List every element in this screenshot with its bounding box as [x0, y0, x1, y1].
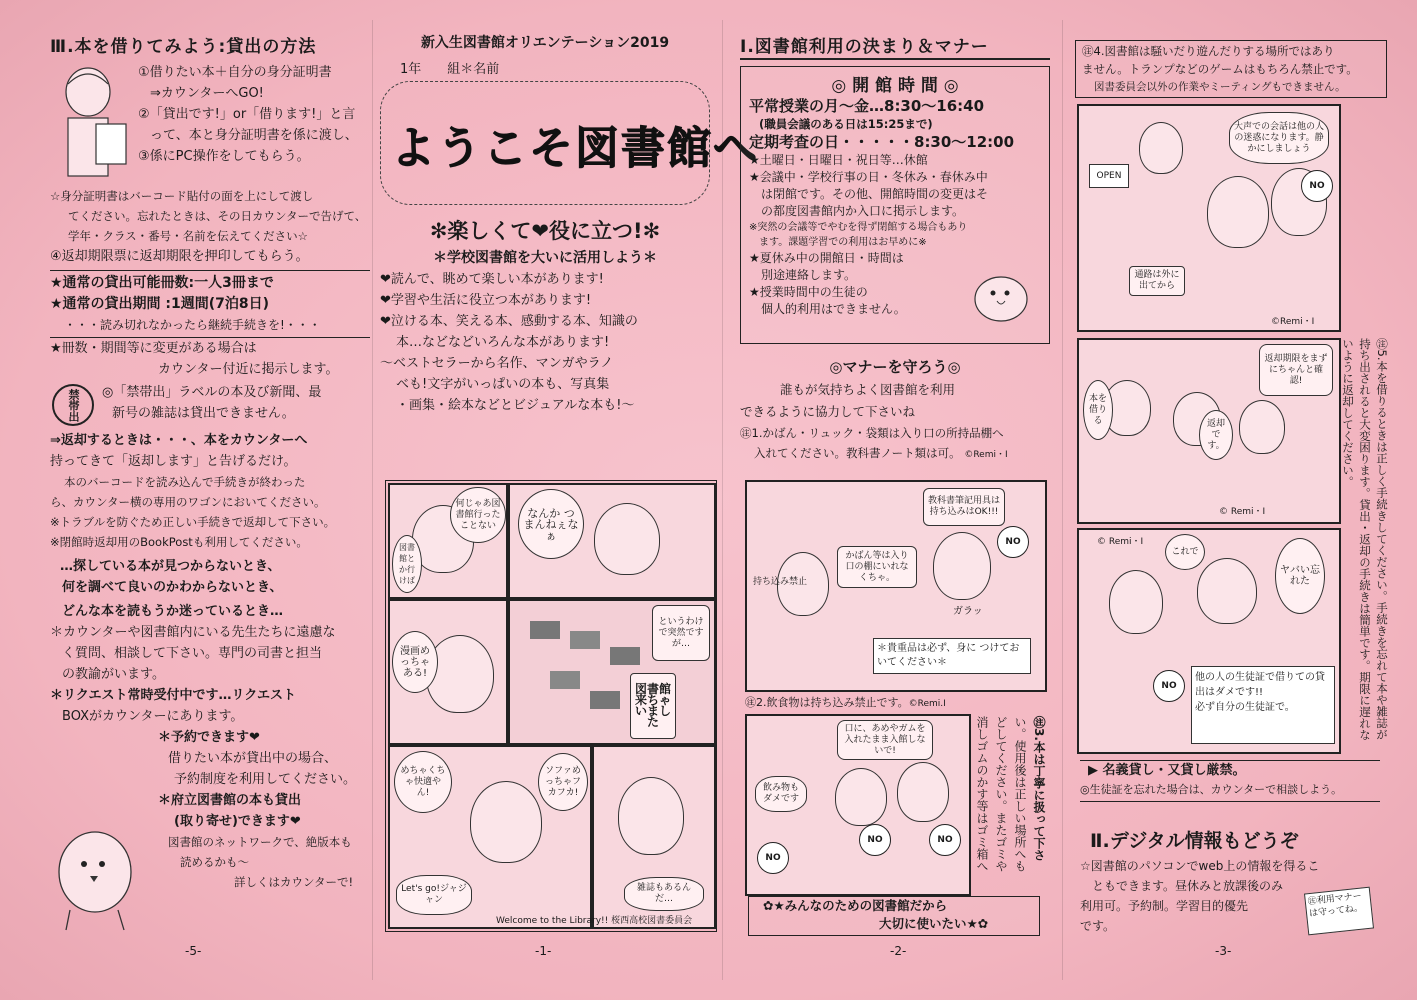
hours-line: ★土曜日・日曜日・祝日等…休館 [749, 153, 928, 167]
return-line: ※トラブルを防ぐため正しい手続きで返却して下さい。 [50, 515, 336, 529]
speech-bubble: 漫画めっちゃある! [392, 631, 438, 693]
manga-comic [385, 480, 717, 932]
manga-panel [508, 483, 716, 599]
manga-panel-id-card [1077, 528, 1341, 754]
return-section [50, 430, 370, 552]
character-sketch [1109, 570, 1163, 634]
page-number: -1- [535, 944, 552, 958]
rule-line: 図書委員会以外の作業やミーティングもできません。 [1094, 81, 1346, 93]
hours-line: は閉館です。その他、開館時間の変更はそ [761, 187, 989, 201]
student-illustration [50, 64, 132, 182]
lending-line: ▶ 名義貸し・又貸し厳禁。 [1088, 763, 1246, 778]
rule-line: どしてください。またゴミや [994, 716, 1008, 872]
seal-text: ◎「禁帯出」ラベルの本及び新聞、最 [102, 385, 322, 400]
rule-2 [745, 694, 946, 710]
help-line: 図書館のネットワークで、絶版本も [168, 835, 352, 849]
no-icon: NO [1153, 670, 1185, 702]
speech-bubble: 通路は外に出てから [1129, 266, 1185, 296]
no-icon: NO [757, 842, 789, 874]
warning-line: 必ず自分の生徒証で。 [1195, 702, 1295, 713]
point-line: ❤泣ける本、笑える本、感動する本、知識の [380, 314, 638, 329]
speech-bubble: これで [1165, 534, 1205, 570]
opening-hours-box [740, 66, 1050, 344]
valuables-note: ＊貴重品は必ず、身に つけておいてください＊ [873, 638, 1031, 674]
manner-text [740, 379, 1050, 423]
footer-line: ✿★みんなのための図書館だから [763, 898, 948, 913]
character-sketch [897, 762, 949, 822]
seal-text: 新号の雑誌は貸出できません。 [112, 406, 295, 421]
manga-panel-bag [745, 480, 1047, 692]
hours-line: ます。課題学習での利用はお早めに※ [759, 237, 927, 248]
help-line: ＊府立図書館の本も貸出 [158, 793, 302, 808]
manga-panel-borrow [1077, 338, 1341, 524]
hours-line: 別途連絡します。 [761, 268, 857, 282]
speech-bubble: 大声での会話は他の人の迷惑になります。静かにしましょう [1229, 112, 1329, 164]
rule-line: 消しゴムのかす等はゴミ箱へ [975, 716, 989, 872]
return-line: 持ってきて「返却します」と告げるだけ。 [50, 454, 297, 469]
help-line: の教諭がいます。 [62, 667, 165, 682]
column-page-2 [740, 32, 1050, 465]
help-line: BOXがカウンターにあります。 [62, 709, 244, 724]
credit: © Remi・I [1097, 537, 1144, 547]
manga-panel [388, 483, 508, 599]
page-number: -5- [185, 944, 202, 958]
manga-panel [592, 745, 716, 929]
help-line: 予約制度を利用してください。 [174, 772, 357, 787]
character-sketch [594, 503, 660, 575]
bird-mascot-illustration [963, 261, 1043, 337]
rules-heading: Ⅰ.図書館利用の決まり＆マナー [740, 32, 1050, 60]
slogan: ✻楽しくて❤役に立つ!✻ [429, 219, 661, 243]
manga-panel-food [745, 714, 971, 896]
digital-line: 利用可。予約制。学習目的優先 [1080, 899, 1249, 913]
no-icon: NO [1301, 170, 1333, 202]
title-banner [380, 81, 759, 205]
manga-credit: Welcome to the Library!! 桜西高校図書委員会 [496, 916, 693, 926]
lending-limits [50, 270, 370, 336]
character-sketch [618, 777, 684, 855]
help-line: 何を調べて良いのかわからないとき、 [62, 580, 283, 595]
limit-line: カウンター付近に掲示します。 [158, 362, 339, 377]
point-line: 本…などなどいろんな本があります! [396, 335, 610, 350]
rule-line: ㊟4.図書館は騒いだり遊んだりする場所ではあり [1082, 44, 1335, 58]
digital-line: ☆図書館のパソコンでweb上の情報を得るこ [1080, 859, 1320, 873]
note-line: ☆身分証明書はバーコード貼付の面を上にして渡し [50, 189, 314, 203]
help-line: ＊予約できます❤ [158, 730, 260, 745]
manga-panel [388, 745, 592, 929]
character-sketch [1139, 122, 1183, 174]
rule-line: ㊟3.本は丁寧に扱って下さ [1032, 716, 1046, 861]
welcome-title: ようこそ図書館へ [391, 123, 759, 174]
help-line: 読めるかも～ [180, 855, 249, 869]
step-line: ③係にPC操作をしてもらう。 [138, 149, 310, 164]
lending-heading: Ⅲ.本を借りてみよう:貸出の方法 [50, 37, 317, 57]
hours-line: ★授業時間中の生徒の [749, 285, 868, 299]
help-line: 借りたい本が貸出中の場合、 [168, 751, 338, 766]
manner-title: ◎マナーを守ろう◎ [829, 358, 961, 376]
rule-4 [1075, 40, 1387, 98]
lending-warning [1080, 760, 1380, 802]
help-line: (取り寄せ)できます❤ [174, 814, 301, 829]
hours-line: 平常授業の月～金…8:30～16:40 [749, 97, 985, 115]
id-card-warning [1191, 666, 1335, 744]
no-icon: NO [997, 526, 1029, 558]
footer-banner [748, 896, 1040, 936]
help-line: ＊カウンターや図書館内にいる先生たちに遠慮な [50, 625, 336, 640]
speech-bubble: 図書館来ちゃいました [630, 673, 676, 739]
help-line: く質問、相談して下さい。専門の司書と担当 [62, 646, 323, 661]
manner-sign: ㊟利用マナーは守ってね。 [1304, 887, 1374, 936]
speech-bubble: 返却期限をまずにちゃんと確認! [1259, 344, 1333, 396]
manga-panel [508, 599, 716, 745]
credit: ©Remi・I [1271, 317, 1315, 327]
point-line: ～ベストセラーから名作、マンガやラノ [380, 356, 614, 371]
manga-panel-noise [1077, 104, 1341, 332]
limit-line: ★通常の貸出可能冊数:一人3冊まで [50, 275, 274, 291]
rule-5: ㊟5.本を借りるときは正しく手続きしてください。手続きを忘れて本や雑誌が持ち出されると大変困ります。貸出・返却の手続きは簡単です。期限に遅れないように返却してください。 [1341, 338, 1389, 741]
return-line: ら、カウンター横の専用のワゴンにおいてください。 [50, 495, 326, 509]
help-line: …探している本が見つからないとき、 [60, 559, 281, 574]
speech-bubble: 口に、あめやガムを入れたまま入館しないで! [837, 720, 933, 760]
lending-steps [50, 62, 370, 190]
speech-bubble: 飲み物もダメです [755, 776, 807, 812]
speech-bubble: 何じゃあ図書館行ったことない [450, 487, 506, 543]
warning-line: 他の人の生徒証で借りての貸出はダメです!! [1195, 672, 1325, 698]
rule-line: ません。トランプなどのゲームはもちろん禁止です。 [1082, 62, 1358, 76]
limit-line: ・・・読み切れなかったら継続手続きを!・・・ [64, 318, 321, 332]
footer-line: 大切に使いたい★✿ [879, 916, 989, 931]
return-line: ※閉館時返却用のBookPostも利用してください。 [50, 535, 308, 549]
point-line: ベも!文字がいっぱいの本も、写真集 [396, 377, 610, 392]
hours-line: ★夏休み中の開館日・時間は [749, 251, 904, 265]
speech-bubble: ヤバい忘れた [1275, 538, 1325, 614]
chick-mascot-illustration [40, 802, 150, 942]
return-line: ⇒返却するときは・・・、本をカウンターへ [50, 433, 308, 448]
help-line: 詳しくはカウンターで! [234, 875, 354, 889]
slogan-sub: ＊学校図書館を大いに活用しよう＊ [433, 250, 657, 266]
speech-bubble: めちゃくちゃ快適やん! [394, 751, 452, 813]
open-sign: OPEN [1089, 164, 1129, 188]
digital-line: ともできます。昼休みと放課後のみ [1092, 879, 1284, 893]
step-line: って、本と身分証明書を係に渡し、 [150, 128, 358, 143]
step-line: ⇒カウンターへGO! [150, 86, 264, 101]
column-page-5 [50, 32, 370, 892]
rule-text: 入れてください。教科書ノート類は可。 [754, 446, 961, 460]
character-sketch [470, 781, 542, 863]
help-line: ＊リクエスト常時受付中です…リクエスト [50, 688, 296, 703]
manga-panel [388, 599, 508, 745]
hours-line: 定期考査の日・・・・・8:30～12:00 [749, 133, 1015, 151]
speech-bubble: Let's go!ジャジャン [396, 875, 472, 915]
orientation-header: 新入生図書館オリエンテーション2019 [420, 35, 670, 51]
hours-line: 個人的利用はできません。 [761, 302, 906, 316]
note-line: ④返却期限票に返却期限を押印してもらう。 [50, 249, 309, 264]
speech-bubble: 図書館とか行けば [392, 535, 422, 593]
point-line: ・画集・絵本などとビジュアルな本も!～ [396, 398, 635, 413]
hours-line: ★会議中・学校行事の日・冬休み・春休み中 [749, 170, 988, 184]
speech-bubble: というわけで突然ですが… [652, 605, 710, 661]
rule-text: ㊟2.飲食物は持ち込み禁止です。 [745, 696, 909, 709]
fold-line [1062, 20, 1063, 980]
character-sketch [933, 532, 991, 600]
page-number: -3- [1215, 944, 1232, 958]
credit: ©Remi.I [908, 699, 946, 709]
limit-line: ★冊数・期間等に変更がある場合は [50, 341, 257, 356]
hours-line: の都度図書館内か入口に掲示します。 [761, 204, 965, 218]
digital-heading: Ⅱ.デジタル情報もどうぞ [1090, 830, 1299, 852]
rule-1 [740, 423, 1050, 465]
no-icon: NO [859, 824, 891, 856]
help-line: どんな本を読もうか迷っているとき… [62, 604, 284, 619]
id-card-note [50, 186, 370, 267]
speech-bubble: 教科書筆記用具は持ち込みはOK!!! [923, 488, 1005, 526]
credit: © Remi・I [1219, 507, 1266, 517]
column-page-1 [380, 32, 759, 416]
sfx-text: ガラッ [953, 606, 983, 617]
no-icon: NO [929, 824, 961, 856]
note-line: 学年・クラス・番号・名前を伝えてください☆ [68, 229, 308, 243]
character-sketch [835, 768, 887, 826]
reference-only-note [50, 382, 370, 428]
character-sketch [1239, 400, 1285, 454]
hours-line: (職員会議のある日は15:25まで) [759, 117, 933, 131]
lending-line: ◎生徒証を忘れた場合は、カウンターで相談しよう。 [1080, 783, 1343, 796]
rule-line [740, 443, 1050, 465]
speech-bubble: 雑誌もあるんだ… [624, 877, 704, 911]
note-line: てください。忘れたときは、その日カウンターで告げて、 [68, 209, 367, 223]
sfx-text: 持ち込み禁止 [753, 577, 808, 587]
credit: ©Remi・I [964, 450, 1008, 460]
speech-bubble: かばん等は入り口の棚にいれなくちゃ。 [837, 546, 917, 588]
speech-bubble: ソファめっちゃフカフカ! [538, 753, 588, 811]
reference-seal-icon: 禁帯出 [52, 384, 94, 426]
manner-line: できるように協力して下さいね [740, 404, 916, 419]
character-sketch [1197, 558, 1257, 624]
rule-line: ㊟1.かばん・リュック・袋類は入り口の所持品棚へ [740, 426, 1004, 440]
speech-bubble: なんか つまんねぇなぁ [518, 489, 584, 559]
change-notice [50, 337, 370, 380]
speech-bubble: 本を借りる [1083, 380, 1113, 440]
manner-line: 誰もが気持ちよく図書館を利用 [780, 382, 956, 397]
hours-line: ※突然の会議等でやむを得ず閉館する場合もあり [749, 222, 968, 233]
page-number: -2- [890, 944, 907, 958]
step-line: ②「貸出です!」or「借ります!」と言 [138, 107, 356, 122]
character-sketch [1207, 176, 1269, 248]
speech-bubble: 返却です。 [1199, 410, 1233, 460]
name-line: 1年 組＊名前 [400, 62, 500, 77]
point-line: ❤読んで、眺めて楽しい本があります! [380, 272, 604, 287]
limit-line: ★通常の貸出期間 :1週間(7泊8日) [50, 296, 270, 312]
rule-line: い。使用後は正しい場所へも [1013, 716, 1027, 872]
point-line: ❤学習や生活に役立つ本があります! [380, 293, 592, 308]
library-points [380, 269, 710, 416]
hours-title: ◎ 開 館 時 間 ◎ [831, 76, 959, 96]
digital-line: です。 [1080, 919, 1116, 933]
return-line: 本のバーコードを読み込んで手続きが終わった [64, 475, 306, 489]
rule-3 [968, 716, 1048, 892]
step-line: ①借りたい本＋自分の身分証明書 [138, 65, 332, 80]
